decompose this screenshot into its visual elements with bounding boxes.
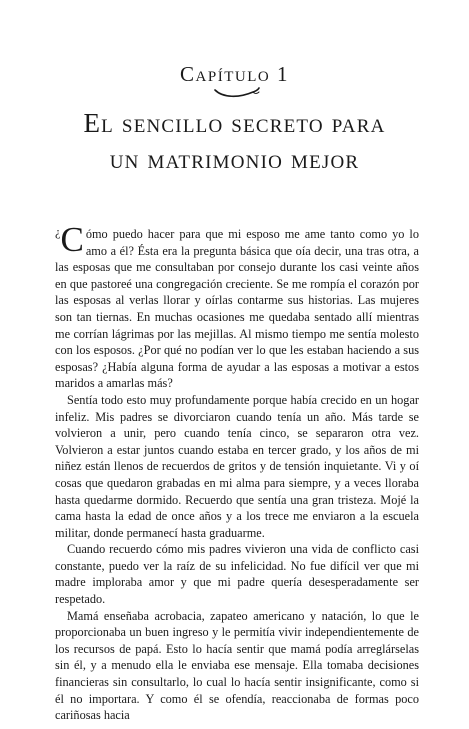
paragraph-1-text: ómo puedo hacer para que mi esposo me ame tanto como yo lo amo a él? Ésta era la pregunta básica que oía decir, una tras otra, a las esposas que me consultaban por consejo durante los casi veinte años en que pastoreé una congregación creciente. Se me rompía el corazón por las esposas al verlas llorar y oírlas contarme sus historias. Las mujeres son tan tiernas. En muchas ocasiones me quedaba sentado allí mientras me corrían lágrimas por las mejillas. Al mismo tiempo me sentía molesto con los esposos. ¿Por qué no podían ver lo que les estaban haciendo a sus esposas? ¿Había alguna forma de ayudar a las esposas a motivar a estos maridos a amarlas más? bbox=[55, 227, 419, 391]
drop-cap-letter: C bbox=[60, 220, 84, 259]
chapter-body bbox=[55, 220, 419, 724]
paragraph-4: Mamá enseñaba acrobacia, zapateo americano y natación, lo que le proporcionaba un buen ingreso y le permitía vivir independientemente de los recursos de papá. Esto lo hacía sentir que mamá podía arreglárselas sin él, y a menudo ella le enviaba ese mensaje. Ella tomaba decisiones financieras sin consultarlo, lo cual lo hacía sentir insignificante, como si él no importara. Y como él se ofendía, reaccionaba de formas poco cariñosas hacia bbox=[55, 608, 419, 723]
paragraph-2: Sentía todo esto muy profundamente porque había crecido en un hogar infeliz. Mis padres se divorciaron cuando tenía un año. Más tarde se volvieron a unir, pero cuando tenía cinco, se separaron otra vez. Volvieron a estar juntos cuando estaba en tercer grado, y los años de mi niñez están llenos de recuerdos de gritos y de tensión inquietante. Vi y oí cosas que quedaron grabadas en mi alma para siempre, y a veces lloraba hasta quedarme dormido. Recuerdo que sentía una gran tristeza. Mojé la cama hasta la edad de once años y a los trece me enviaron a la escuela militar, donde permanecí hasta graduarme. bbox=[55, 392, 419, 540]
paragraph-1 bbox=[55, 220, 419, 392]
paragraph-3: Cuando recuerdo cómo mis padres vivieron una vida de conflicto casi constante, puedo ver la raíz de su infelicidad. No fue difícil ver que mi madre imploraba amor y que mi padre quería desesperadamente ser respetado. bbox=[55, 542, 419, 607]
chapter-title-line-2: un matrimonio mejor bbox=[109, 144, 360, 174]
chapter-label: Capítulo 1 bbox=[180, 62, 289, 86]
drop-cap bbox=[55, 220, 84, 259]
drop-cap-question-mark: ¿ bbox=[55, 225, 61, 239]
chapter-title-line-1: El sencillo secreto para bbox=[83, 108, 386, 138]
chapter-ornament-swash bbox=[213, 86, 261, 100]
